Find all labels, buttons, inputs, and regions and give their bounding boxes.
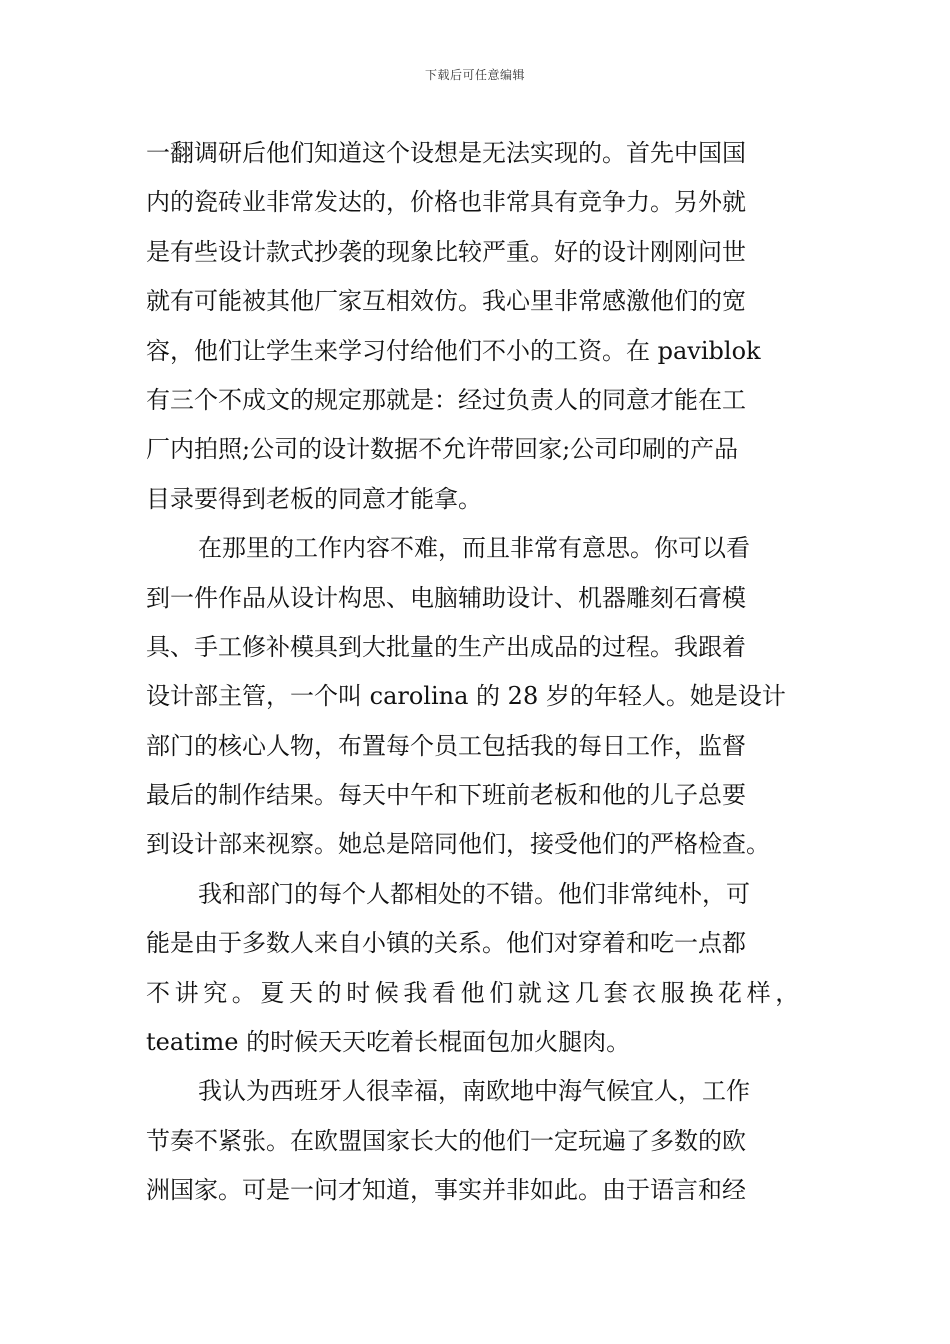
text-line: 到设计部来视察。她总是陪同他们，接受他们的严格检查。 <box>146 830 770 859</box>
text-line: 节奏不紧张。在欧盟国家长大的他们一定玩遍了多数的欧 <box>146 1126 746 1155</box>
text-line: 我认为西班牙人很幸福，南欧地中海气候宜人，工作 <box>198 1077 750 1106</box>
text-line: 部门的核心人物，布置每个员工包括我的每日工作，监督 <box>146 731 746 760</box>
text-line: 设计部主管，一个叫 carolina 的 28 岁的年轻人。她是设计 <box>146 682 786 711</box>
paragraph-4 <box>146 1067 810 1215</box>
text-line: teatime 的时候天天吃着长棍面包加火腿肉。 <box>146 1028 631 1057</box>
text-line: 在那里的工作内容不难，而且非常有意思。你可以看 <box>198 534 750 563</box>
paragraph-2 <box>146 524 810 870</box>
text-line: 目录要得到老板的同意才能拿。 <box>146 484 482 513</box>
text-line: 最后的制作结果。每天中午和下班前老板和他的儿子总要 <box>146 781 746 810</box>
body-text <box>146 129 810 1216</box>
text-line: 不讲究。夏天的时候我看他们就这几套衣服换花样， <box>146 978 804 1007</box>
text-line: 能是由于多数人来自小镇的关系。他们对穿着和吃一点都 <box>146 929 746 958</box>
text-line: 厂内拍照;公司的设计数据不允许带回家;公司印刷的产品 <box>146 435 739 464</box>
text-line: 一翻调研后他们知道这个设想是无法实现的。首先中国国 <box>146 139 746 167</box>
paragraph-3 <box>146 870 810 1068</box>
text-line: 到一件作品从设计构思、电脑辅助设计、机器雕刻石膏模 <box>146 583 746 612</box>
header-note: 下载后可任意编辑 <box>424 68 525 82</box>
text-line: 就有可能被其他厂家互相效仿。我心里非常感激他们的宽 <box>146 287 746 316</box>
text-line: 容，他们让学生来学习付给他们不小的工资。在 paviblok <box>146 336 761 365</box>
text-line: 是有些设计款式抄袭的现象比较严重。好的设计刚刚问世 <box>146 237 746 266</box>
text-line: 我和部门的每个人都相处的不错。他们非常纯朴，可 <box>198 879 750 908</box>
text-line: 具、手工修补模具到大批量的生产出成品的过程。我跟着 <box>146 632 746 661</box>
text-line: 内的瓷砖业非常发达的，价格也非常具有竞争力。另外就 <box>146 188 746 217</box>
text-line: 有三个不成文的规定那就是：经过负责人的同意才能在工 <box>146 385 746 414</box>
text-line: 洲国家。可是一问才知道，事实并非如此。由于语言和经 <box>146 1176 746 1205</box>
paragraph-1 <box>146 129 810 524</box>
